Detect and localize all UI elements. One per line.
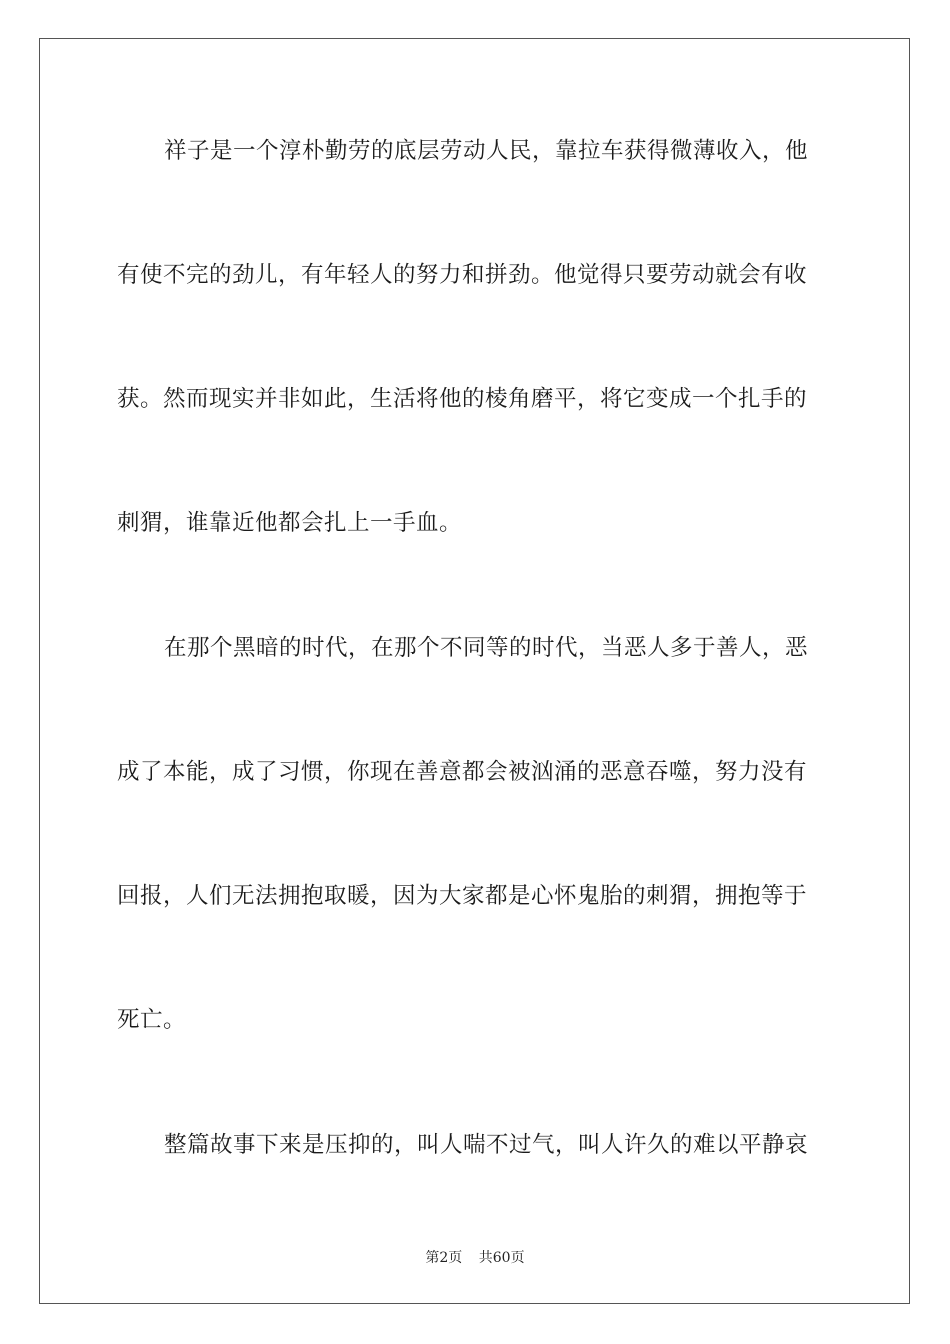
page-total: 共60页 [478, 1250, 525, 1266]
paragraph-1-line-4: 刺猬，谁靠近他都会扎上一手血。 [117, 510, 463, 536]
paragraph-2-line-3: 回报，人们无法拥抱取暖，因为大家都是心怀鬼胎的刺猬，拥抱等于 [117, 883, 808, 909]
paragraph-3-line-1: 整篇故事下来是压抑的，叫人喘不过气，叫人许久的难以平静哀 [164, 1132, 809, 1158]
paragraph-1-line-1: 祥子是一个淳朴勤劳的底层劳动人民，靠拉车获得微薄收入，他 [164, 138, 809, 164]
paragraph-2-line-2: 成了本能，成了习惯，你现在善意都会被汹涌的恶意吞噬，努力没有 [117, 759, 808, 785]
paragraph-2-line-1: 在那个黑暗的时代，在那个不同等的时代，当恶人多于善人，恶 [164, 635, 809, 661]
page-border [39, 38, 910, 1304]
paragraph-1-line-3: 获。然而现实并非如此，生活将他的棱角磨平，将它变成一个扎手的 [117, 386, 808, 412]
paragraph-1-line-2: 有使不完的劲儿，有年轻人的努力和拼劲。他觉得只要劳动就会有收 [117, 262, 808, 288]
paragraph-2-line-4: 死亡。 [117, 1007, 187, 1033]
page-number: 第2页 [425, 1250, 463, 1266]
page-footer [0, 1247, 950, 1267]
